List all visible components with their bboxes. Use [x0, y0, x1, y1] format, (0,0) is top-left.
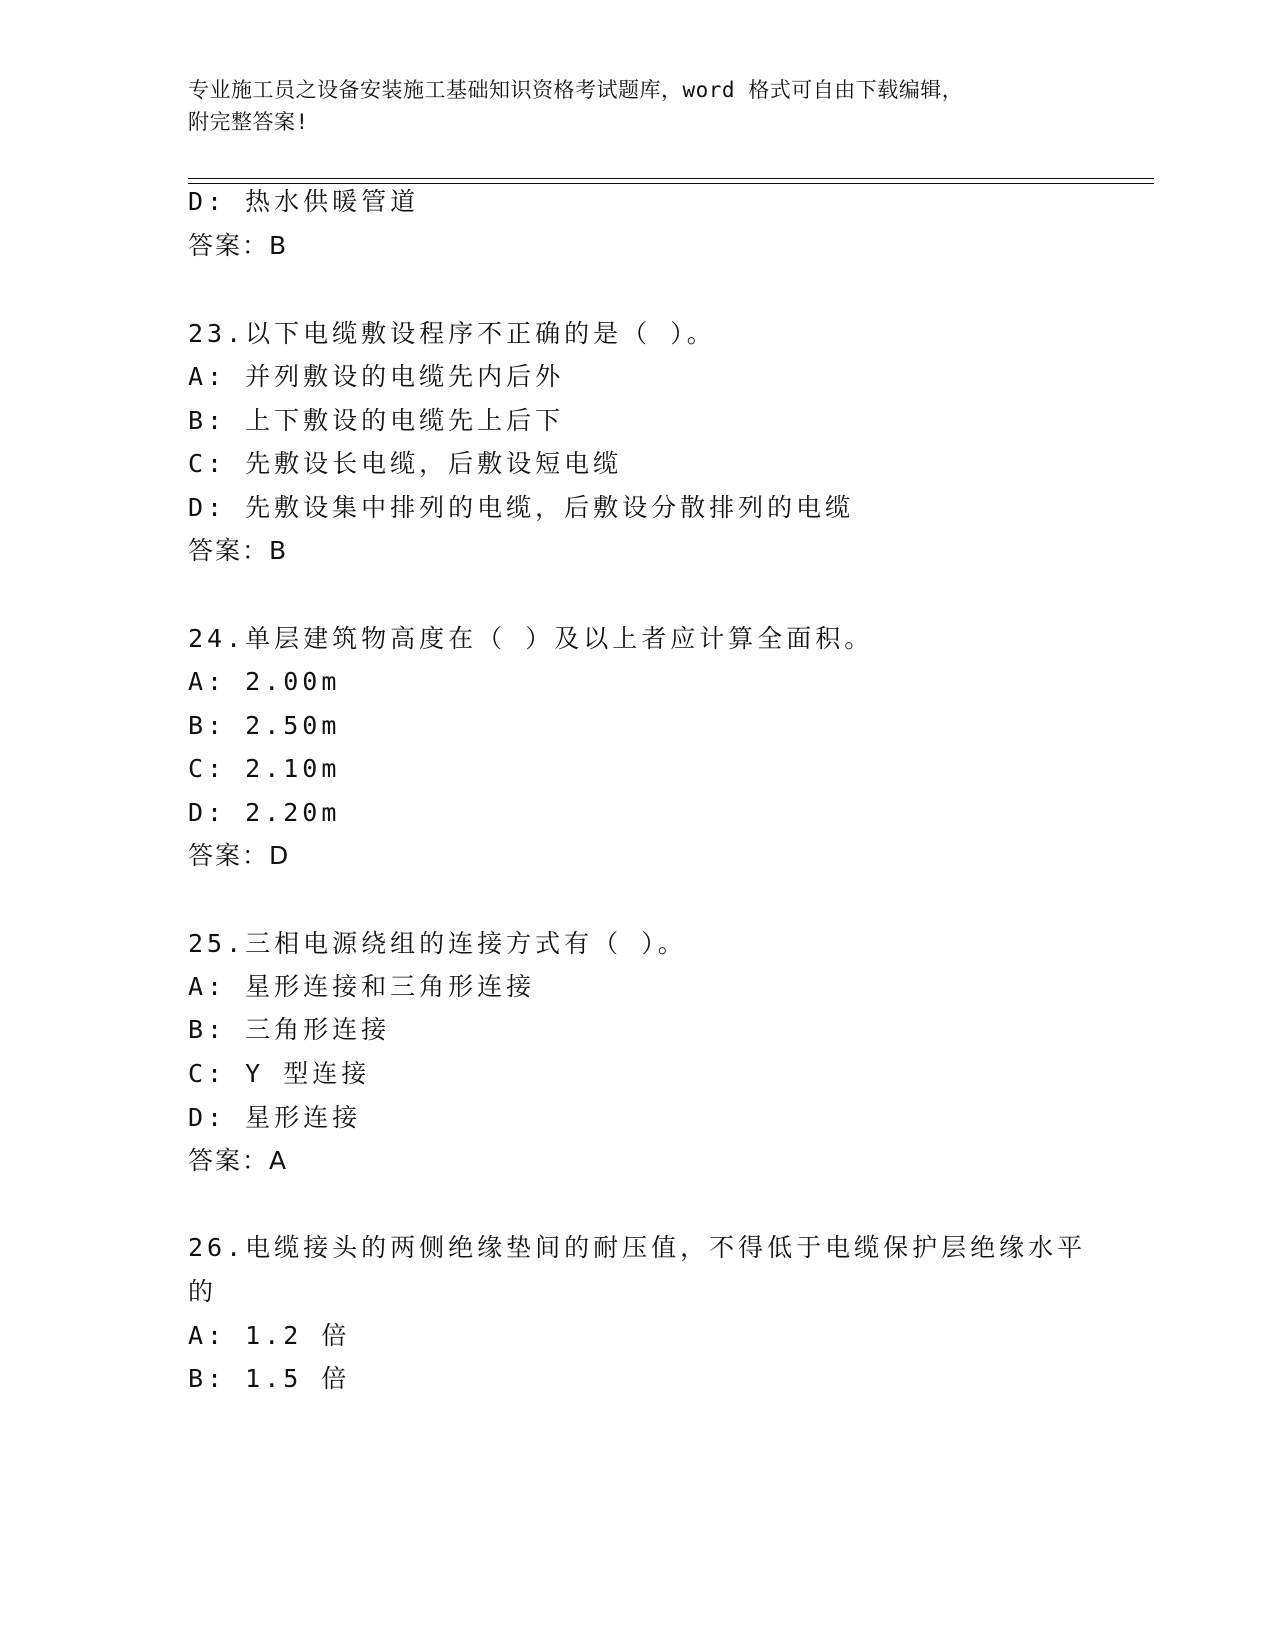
q23-option-a: A: 并列敷设的电缆先内后外 — [188, 362, 565, 391]
q24-question: 24.单层建筑物高度在（ ）及以上者应计算全面积。 — [188, 624, 874, 653]
header-line-1: 专业施工员之设备安装施工基础知识资格考试题库，word 格式可自由下载编辑， — [188, 78, 964, 102]
prev-option-d: D: 热水供暖管道 — [188, 187, 420, 216]
q24-option-a: A: 2.00m — [188, 667, 341, 696]
q25-option-d: D: 星形连接 — [188, 1103, 362, 1132]
q23-answer: 答案：B — [188, 536, 289, 565]
q26-question-line-2: 的 — [188, 1277, 218, 1306]
q23-question: 23.以下电缆敷设程序不正确的是（ ）。 — [188, 319, 716, 348]
q26-option-b: B: 1.5 倍 — [188, 1364, 351, 1393]
q24-answer: 答案：D — [188, 841, 291, 870]
header-divider-bottom — [188, 183, 1154, 184]
prev-answer: 答案：B — [188, 231, 289, 260]
q26-question-line-1: 26.电缆接头的两侧绝缘垫间的耐压值，不得低于电缆保护层绝缘水平 — [188, 1233, 1087, 1262]
header-divider-top — [188, 178, 1154, 179]
q25-option-c: C: Y 型连接 — [188, 1059, 371, 1088]
q25-question: 25.三相电源绕组的连接方式有（ ）。 — [188, 929, 687, 958]
header-line-2: 附完整答案! — [188, 110, 309, 134]
document-header — [188, 74, 1068, 138]
q25-answer: 答案：A — [188, 1146, 289, 1175]
q25-option-a: A: 星形连接和三角形连接 — [188, 972, 536, 1001]
q25-option-b: B: 三角形连接 — [188, 1015, 391, 1044]
q23-option-b: B: 上下敷设的电缆先上后下 — [188, 406, 565, 435]
q23-option-c: C: 先敷设长电缆，后敷设短电缆 — [188, 449, 623, 478]
q24-option-d: D: 2.20m — [188, 798, 341, 827]
q26-option-a: A: 1.2 倍 — [188, 1321, 351, 1350]
q24-option-c: C: 2.10m — [188, 754, 341, 783]
q24-option-b: B: 2.50m — [188, 711, 341, 740]
q23-option-d: D: 先敷设集中排列的电缆，后敷设分散排列的电缆 — [188, 493, 855, 522]
